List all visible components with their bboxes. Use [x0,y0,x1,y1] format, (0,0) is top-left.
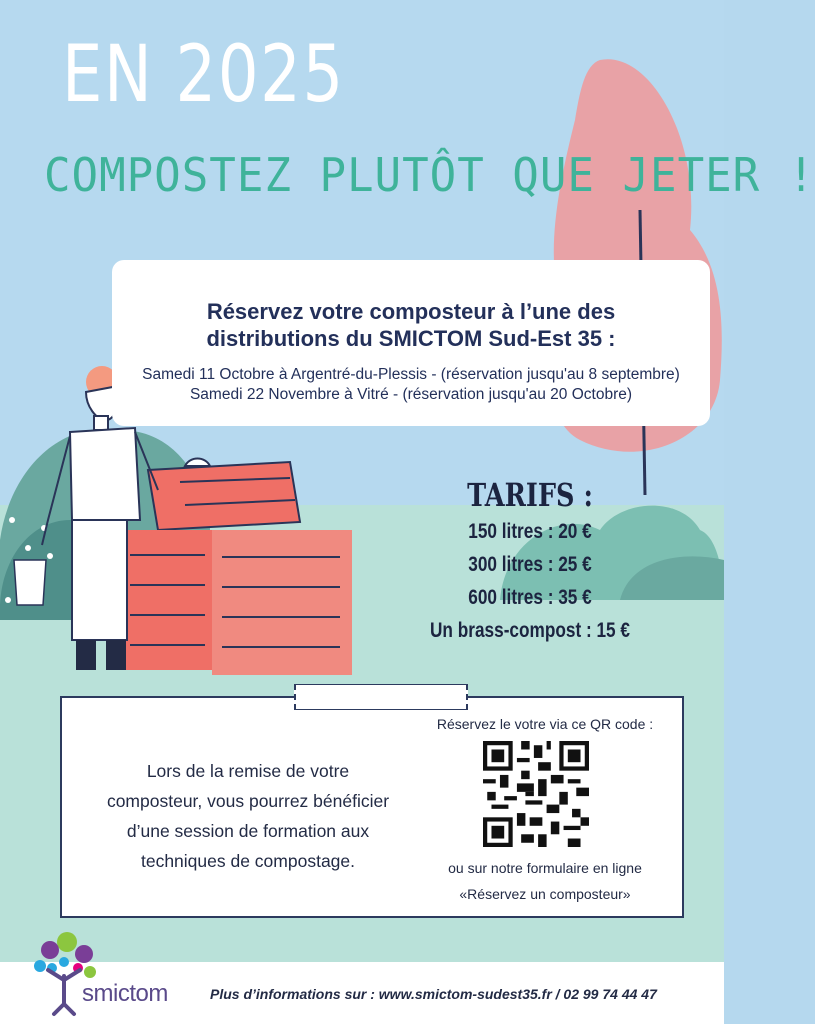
qr-code-icon[interactable] [483,741,589,847]
online-form-link[interactable]: «Réservez un composteur» [459,886,631,902]
online-form-text: ou sur notre formulaire en ligne [448,860,642,876]
training-line: d’une session de formation aux [126,821,370,841]
training-line: techniques de compostage. [140,851,356,871]
training-info [78,756,418,876]
bucket [14,560,46,605]
distribution-date-1: Samedi 11 Octobre à Argentré-du-Plessis - (réservation jusqu'au 8 septembre) [142,366,680,383]
tarif-item: 150 litres : 20 € [468,520,592,543]
composter-lid [148,462,300,530]
distribution-date-2: Samedi 22 Novembre à Vitré - (réservation jusqu'au 20 Octobre) [189,386,633,403]
reservation-heading [112,298,710,352]
year-title: EN 2025 [62,30,345,120]
composter-body-right [212,530,352,675]
training-line: composteur, vous pourrez bénéficier [106,791,390,811]
tarif-item: 300 litres : 25 € [468,553,592,576]
footer-contact[interactable]: Plus d’informations sur : www.smictom-sudest35.fr / 02 99 74 44 47 [210,986,657,1002]
reservation-heading-line-1: Réservez votre composteur à l’une des [206,299,616,324]
tarif-item: 600 litres : 35 € [468,586,592,609]
composter-handle [185,459,210,467]
qr-label: Réservez le votre via ce QR code : [436,716,654,732]
tarif-item: Un brass-compost : 15 € [429,619,631,642]
training-line: Lors de la remise de votre [146,761,350,781]
tarifs-title: TARIFS : [467,476,593,514]
reservation-heading-line-2: distributions du SMICTOM Sud-Est 35 : [206,326,616,351]
tape-decoration [294,684,468,710]
composter-body-left [122,530,212,670]
smictom-brand: smictom [82,980,168,1007]
slogan: COMPOSTEZ PLUTÔT QUE JETER ! [44,148,815,202]
